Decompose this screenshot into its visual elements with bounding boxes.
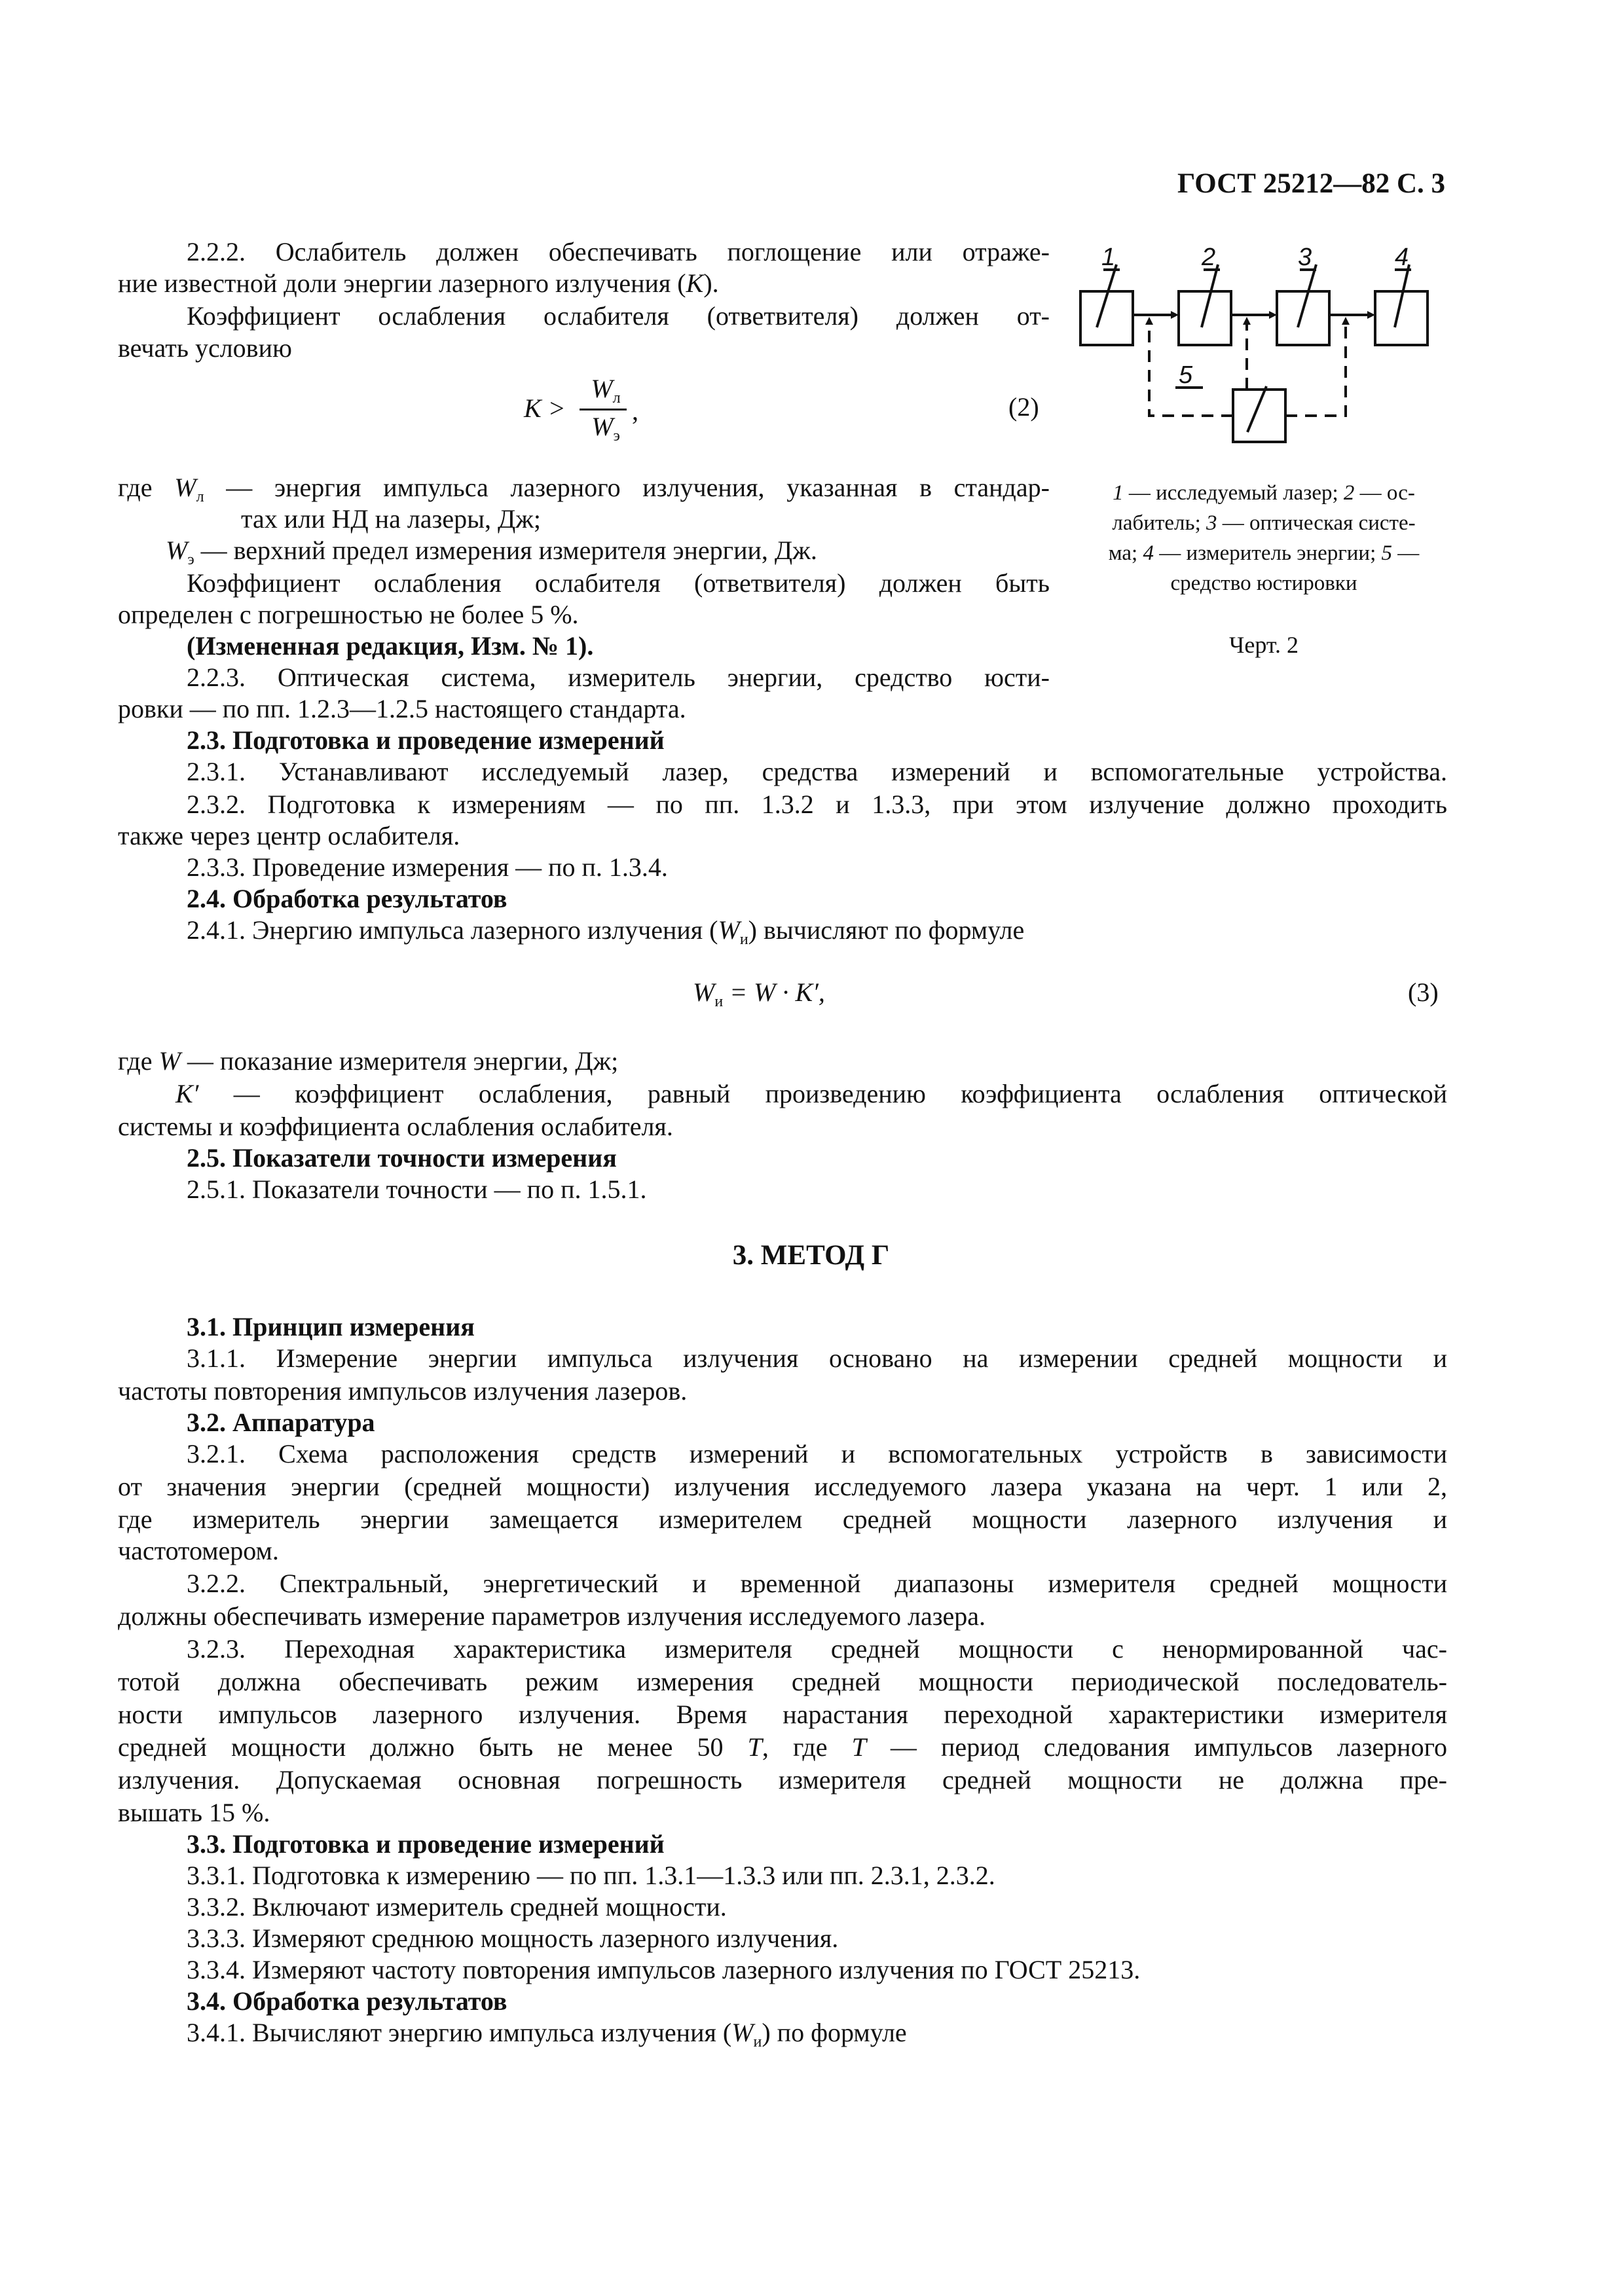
paragraph-line: тотой должна обеспечивать режим измерения средней мощности периодической последователь- (118, 1667, 1447, 1696)
paragraph-line: 2.2.3. Оптическая система, измеритель энергии, средство юсти- (187, 663, 1050, 692)
formula-comma: , (632, 396, 638, 426)
caption-line: ма; 4 — измеритель энергии; 5 — (1108, 541, 1420, 565)
box-5-alignment (1233, 390, 1285, 442)
paragraph-line: K′ — коэффициент ослабления, равный произведению коэффициента ослабления оптической (175, 1079, 1447, 1108)
paragraph-line: 2.5.1. Показатели точности — по п. 1.5.1. (187, 1175, 647, 1204)
label-3: 3 (1298, 244, 1312, 271)
amendment-note: (Измененная редакция, Изм. № 1). (187, 631, 594, 661)
section-heading: 3.4. Обработка результатов (187, 1986, 507, 2016)
section-heading: 2.4. Обработка результатов (187, 884, 507, 913)
section-heading: 3.1. Принцип измерения (187, 1312, 475, 1341)
paragraph-line: 3.2.1. Схема расположения средств измерений и вспомогательных устройств в зависимости (187, 1439, 1447, 1468)
paragraph-line: Коэффициент ослабления ослабителя (ответвителя) должен от- (187, 301, 1050, 331)
paragraph-line: от значения энергии (средней мощности) излучения исследуемого лазера указана на черт. 1 или 2, (118, 1472, 1447, 1501)
paragraph-line: ровки — по пп. 1.2.3—1.2.5 настоящего стандарта. (118, 694, 686, 723)
paragraph-line: ности импульсов лазерного излучения. Время нарастания переходной характеристики измерителя (118, 1700, 1447, 1729)
paragraph-line: 2.2.2. Ослабитель должен обеспечивать поглощение или отраже- (187, 237, 1050, 266)
paragraph-line: излучения. Допускаемая основная погрешность измерителя средней мощности не должна пре- (118, 1765, 1447, 1795)
running-header: ГОСТ 25212—82 С. 3 (1177, 168, 1445, 199)
paragraph-line: средней мощности должно быть не менее 50 T, где T — период следования импульсов лазерного (118, 1732, 1447, 1762)
caption-line: лабитель; 3 — оптическая систе- (1112, 511, 1416, 535)
equation-number: (2) (1008, 392, 1039, 422)
fraction-denominator: $W_э$ (591, 412, 620, 445)
box-3-optical-system (1277, 291, 1329, 345)
section-heading: 3.3. Подготовка и проведение измерений (187, 1829, 665, 1859)
label-1: 1 (1101, 244, 1116, 271)
paragraph-line: 3.3.3. Измеряют среднюю мощность лазерного излучения. (187, 1923, 839, 1953)
paragraph-line: где измеритель энергии замещается измерителем средней мощности лазерного излучения и (118, 1504, 1447, 1534)
label-2: 2 (1202, 244, 1216, 271)
label-5: 5 (1179, 361, 1193, 389)
caption-line: средство юстировки (1170, 572, 1357, 595)
formula-body: $W_и = W \cdot K'$, (693, 977, 825, 1010)
paragraph-line: 3.1.1. Измерение энергии импульса излучения основано на измерении средней мощности и (187, 1343, 1447, 1373)
paragraph-line: также через центр ослабителя. (118, 821, 460, 850)
fraction-bar (580, 409, 627, 410)
paragraph-line: 2.3.1. Устанавливают исследуемый лазер, средства измерений и вспомогательные устройства. (187, 757, 1447, 786)
paragraph-line: 3.3.2. Включают измеритель средней мощности. (187, 1892, 727, 1922)
formula-lhs: K > (524, 393, 566, 423)
paragraph-line: вышать 15 %. (118, 1798, 270, 1827)
paragraph-line: 3.3.4. Измеряют частоту повторения импульсов лазерного излучения по ГОСТ 25213. (187, 1955, 1141, 1984)
section-heading: 3.2. Аппаратура (187, 1408, 375, 1437)
fraction-numerator: $W_л$ (591, 374, 621, 407)
paragraph-line: 2.3.2. Подготовка к измерениям — по пп. 1.3.2 и 1.3.3, при этом излучение должно проходить (187, 790, 1447, 819)
paragraph-line: где W — показание измерителя энергии, Дж; (118, 1046, 619, 1076)
paragraph-line: Коэффициент ослабления ослабителя (ответвителя) должен быть (187, 568, 1050, 598)
section-heading: 2.5. Показатели точности измерения (187, 1143, 617, 1173)
paragraph-line: 3.3.1. Подготовка к измерению — по пп. 1.3.1—1.3.3 или пп. 2.3.1, 2.3.2. (187, 1861, 995, 1890)
paragraph-line: 3.4.1. Вычисляют энергию импульса излучения $(W_и)$ по формуле (187, 2018, 907, 2050)
paragraph-line: 3.2.3. Переходная характеристика измерителя средней мощности с ненормированной час- (187, 1634, 1447, 1664)
equation-number: (3) (1408, 977, 1439, 1007)
paragraph-line: определен с погрешностью не более 5 %. (118, 600, 579, 629)
paragraph-line: частоты повторения импульсов излучения лазеров. (118, 1376, 688, 1406)
caption-line: 1 — исследуемый лазер; 2 — ос- (1113, 481, 1415, 505)
paragraph-line: 2.4.1. Энергию импульса лазерного излучения $(W_и)$ вычисляют по формуле (187, 915, 1025, 948)
paragraph-line: $W_э$ — верхний предел измерения измерителя энергии, Дж. (166, 536, 817, 568)
paragraph-line: где $W_л$ — энергия импульса лазерного излучения, указанная в стандар- (118, 473, 1050, 505)
figure-title: Черт. 2 (1229, 632, 1299, 658)
paragraph-line: 3.2.2. Спектральный, энергетический и временной диапазоны измерителя средней мощности (187, 1569, 1447, 1598)
paragraph-line: системы и коэффициента ослабления ослабителя. (118, 1112, 673, 1141)
paragraph-line: ние известной доли энергии лазерного излучения (K). (118, 268, 719, 298)
section-heading: 2.3. Подготовка и проведение измерений (187, 725, 665, 755)
paragraph-line: 2.3.3. Проведение измерения — по п. 1.3.4. (187, 852, 668, 882)
block-diagram (1067, 236, 1460, 458)
label-4: 4 (1395, 244, 1409, 271)
paragraph-line: должны обеспечивать измерение параметров излучения исследуемого лазера. (118, 1601, 986, 1631)
section-title: 3. МЕТОД Г (732, 1240, 890, 1271)
paragraph-line: частотомером. (118, 1536, 279, 1565)
paragraph-line: тах или НД на лазеры, Дж; (241, 504, 542, 534)
paragraph-line: вечать условию (118, 333, 292, 363)
